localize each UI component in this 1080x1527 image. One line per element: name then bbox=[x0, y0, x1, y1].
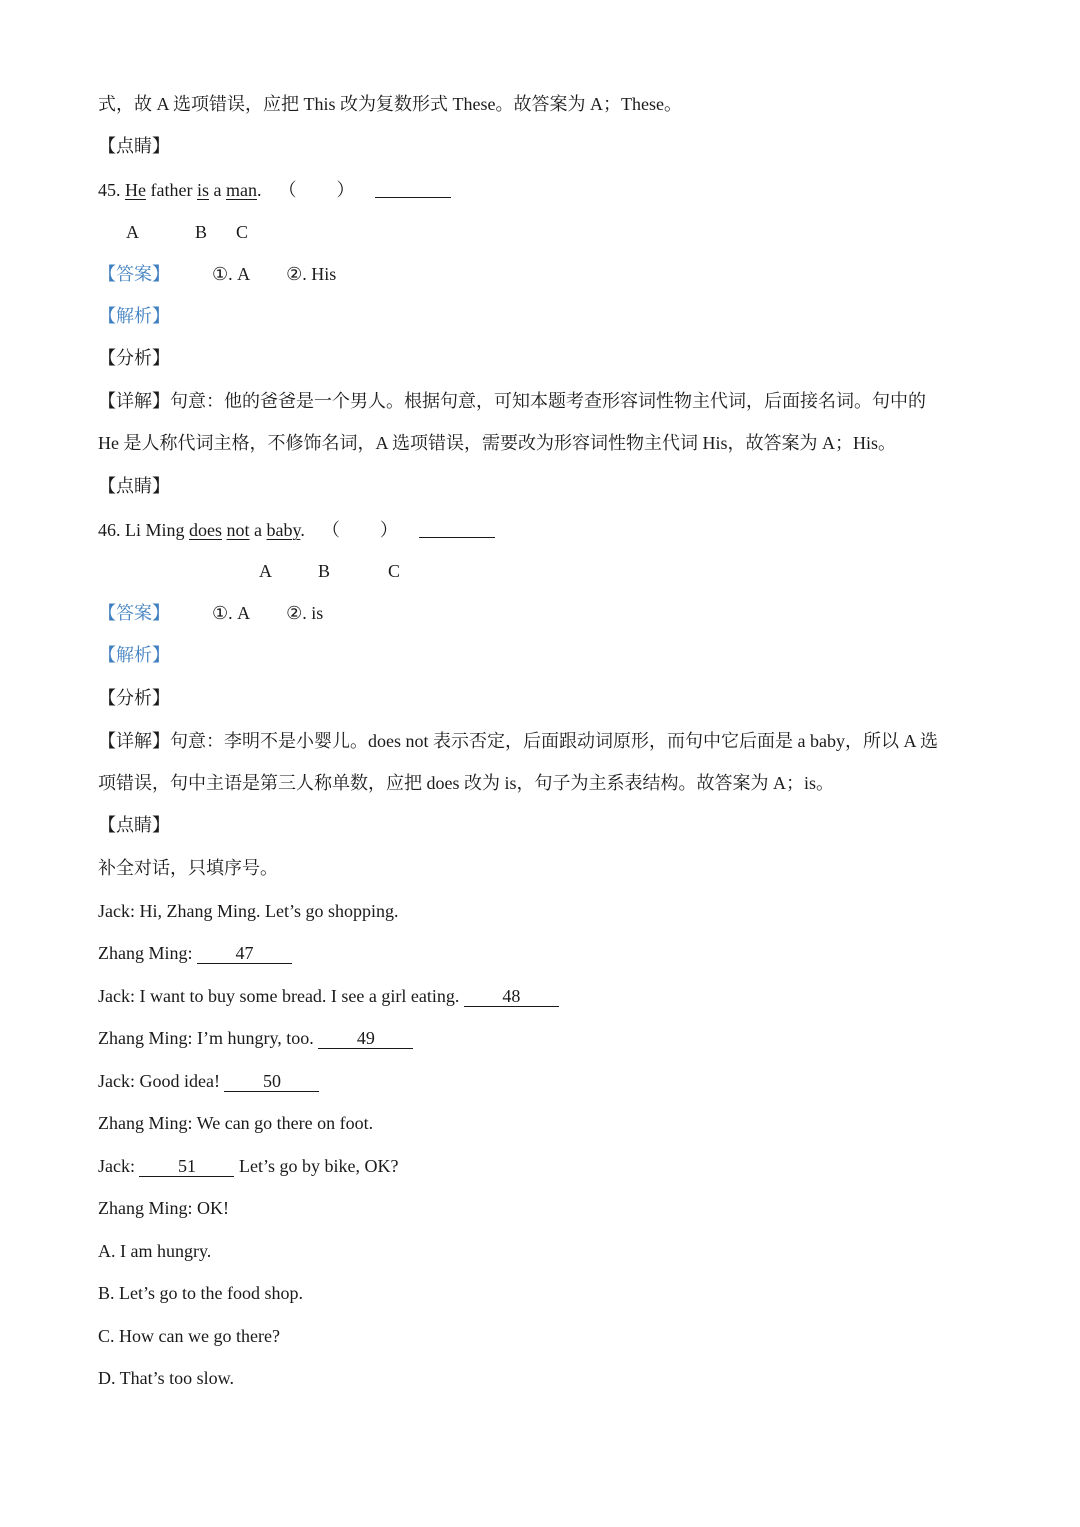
paren-open: （ bbox=[321, 520, 340, 540]
speaker-text: Jack: Good idea! bbox=[98, 1071, 225, 1091]
blank-51[interactable]: 51 bbox=[139, 1156, 234, 1177]
sentence-text: . bbox=[300, 520, 305, 540]
blank-49[interactable]: 49 bbox=[318, 1028, 413, 1049]
paren-open: （ bbox=[278, 180, 297, 200]
answer-1: ①. A bbox=[212, 603, 251, 623]
question-number: 46. bbox=[98, 520, 121, 540]
sentence-text: father bbox=[146, 180, 197, 200]
option-b: B. Let’s go to the food shop. bbox=[98, 1283, 303, 1303]
blank-50[interactable]: 50 bbox=[224, 1071, 319, 1092]
dialogue-line-5 bbox=[98, 1069, 319, 1093]
paren-close: ） bbox=[379, 520, 398, 540]
option-d: D. That’s too slow. bbox=[98, 1368, 235, 1388]
dialogue-line-6: Zhang Ming: We can go there on foot. bbox=[98, 1113, 374, 1133]
speaker-text: Jack: bbox=[98, 1156, 140, 1176]
speaker-text: Zhang Ming: bbox=[98, 943, 197, 963]
dianjing-label: 【点睛】 bbox=[98, 476, 170, 496]
dialogue-line-8: Zhang Ming: OK! bbox=[98, 1198, 229, 1218]
xiangjie-line-2: He 是人称代词主格，不修饰名词，A 选项错误，需要改为形容词性物主代词 His，故答案为 A；His。 bbox=[98, 433, 896, 453]
option-letters-45 bbox=[0, 220, 1080, 244]
answer-row-46 bbox=[98, 601, 323, 625]
dialogue-line-1: Jack: Hi, Zhang Ming. Let’s go shopping. bbox=[98, 901, 399, 921]
letter-a: A bbox=[126, 222, 139, 242]
letter-c: C bbox=[388, 561, 401, 581]
prev-dianjing-label: 【点睛】 bbox=[98, 136, 170, 156]
answer-row-45 bbox=[98, 262, 336, 286]
answer-2: ②. is bbox=[286, 603, 324, 623]
option-c-word: baby bbox=[266, 520, 301, 540]
dialogue-instruction: 补全对话，只填序号。 bbox=[98, 858, 278, 878]
answer-blank[interactable] bbox=[419, 519, 495, 538]
answer-label: 【答案】 bbox=[98, 264, 170, 284]
speaker-text: Zhang Ming: I’m hungry, too. bbox=[98, 1028, 319, 1048]
letter-c: C bbox=[236, 222, 249, 242]
paren-close: ） bbox=[336, 180, 355, 200]
letter-a: A bbox=[259, 561, 272, 581]
answer-label: 【答案】 bbox=[98, 603, 170, 623]
option-letters-46 bbox=[0, 559, 1080, 583]
blank-48[interactable]: 48 bbox=[464, 986, 559, 1007]
letter-b: B bbox=[195, 222, 208, 242]
option-c-word: man bbox=[225, 180, 257, 200]
xiangjie-line-1: 【详解】句意：他的爸爸是一个男人。根据句意，可知本题考查形容词性物主代词，后面接名词。句中的 bbox=[98, 391, 926, 411]
sentence-text: a bbox=[208, 180, 226, 200]
speaker-text: Jack: I want to buy some bread. I see a girl eating. bbox=[98, 986, 464, 1006]
answer-2: ②. His bbox=[286, 264, 337, 284]
dianjing-label: 【点睛】 bbox=[98, 815, 170, 835]
xiangjie-line-1: 【详解】句意：李明不是小婴儿。does not 表示否定，后面跟动词原形，而句中它后面是 a baby，所以 A 选 bbox=[98, 731, 938, 751]
blank-47[interactable]: 47 bbox=[197, 943, 292, 964]
option-a-word: He bbox=[125, 180, 146, 200]
speaker-text-after: Let’s go by bike, OK? bbox=[234, 1156, 399, 1176]
option-b-word: not bbox=[226, 520, 250, 540]
option-a-word: does bbox=[189, 520, 223, 540]
option-c: C. How can we go there? bbox=[98, 1326, 280, 1346]
answer-blank[interactable] bbox=[375, 179, 451, 198]
xiangjie-line-2: 项错误，句中主语是第三人称单数，应把 does 改为 is，句子为主系表结构。故答案为 A；is。 bbox=[98, 773, 835, 793]
dialogue-line-7 bbox=[98, 1154, 398, 1178]
fenxi-label: 【分析】 bbox=[98, 688, 170, 708]
prev-explanation-tail: 式，故 A 选项错误，应把 This 改为复数形式 These。故答案为 A；These。 bbox=[98, 94, 682, 114]
sentence-text: . bbox=[256, 180, 262, 200]
dialogue-line-2 bbox=[98, 941, 292, 965]
option-b-word: is bbox=[196, 180, 209, 200]
fenxi-label: 【分析】 bbox=[98, 348, 170, 368]
question-46 bbox=[98, 517, 495, 541]
option-a: A. I am hungry. bbox=[98, 1241, 212, 1261]
answer-1: ①. A bbox=[212, 264, 251, 284]
dialogue-line-4 bbox=[98, 1026, 413, 1050]
jiexi-label: 【解析】 bbox=[98, 306, 170, 326]
question-45 bbox=[98, 177, 451, 201]
jiexi-label: 【解析】 bbox=[98, 645, 170, 665]
sentence-text: Li Ming bbox=[125, 520, 190, 540]
question-number: 45. bbox=[98, 180, 121, 200]
dialogue-line-3 bbox=[98, 984, 559, 1008]
sentence-text: a bbox=[249, 520, 267, 540]
letter-b: B bbox=[318, 561, 331, 581]
